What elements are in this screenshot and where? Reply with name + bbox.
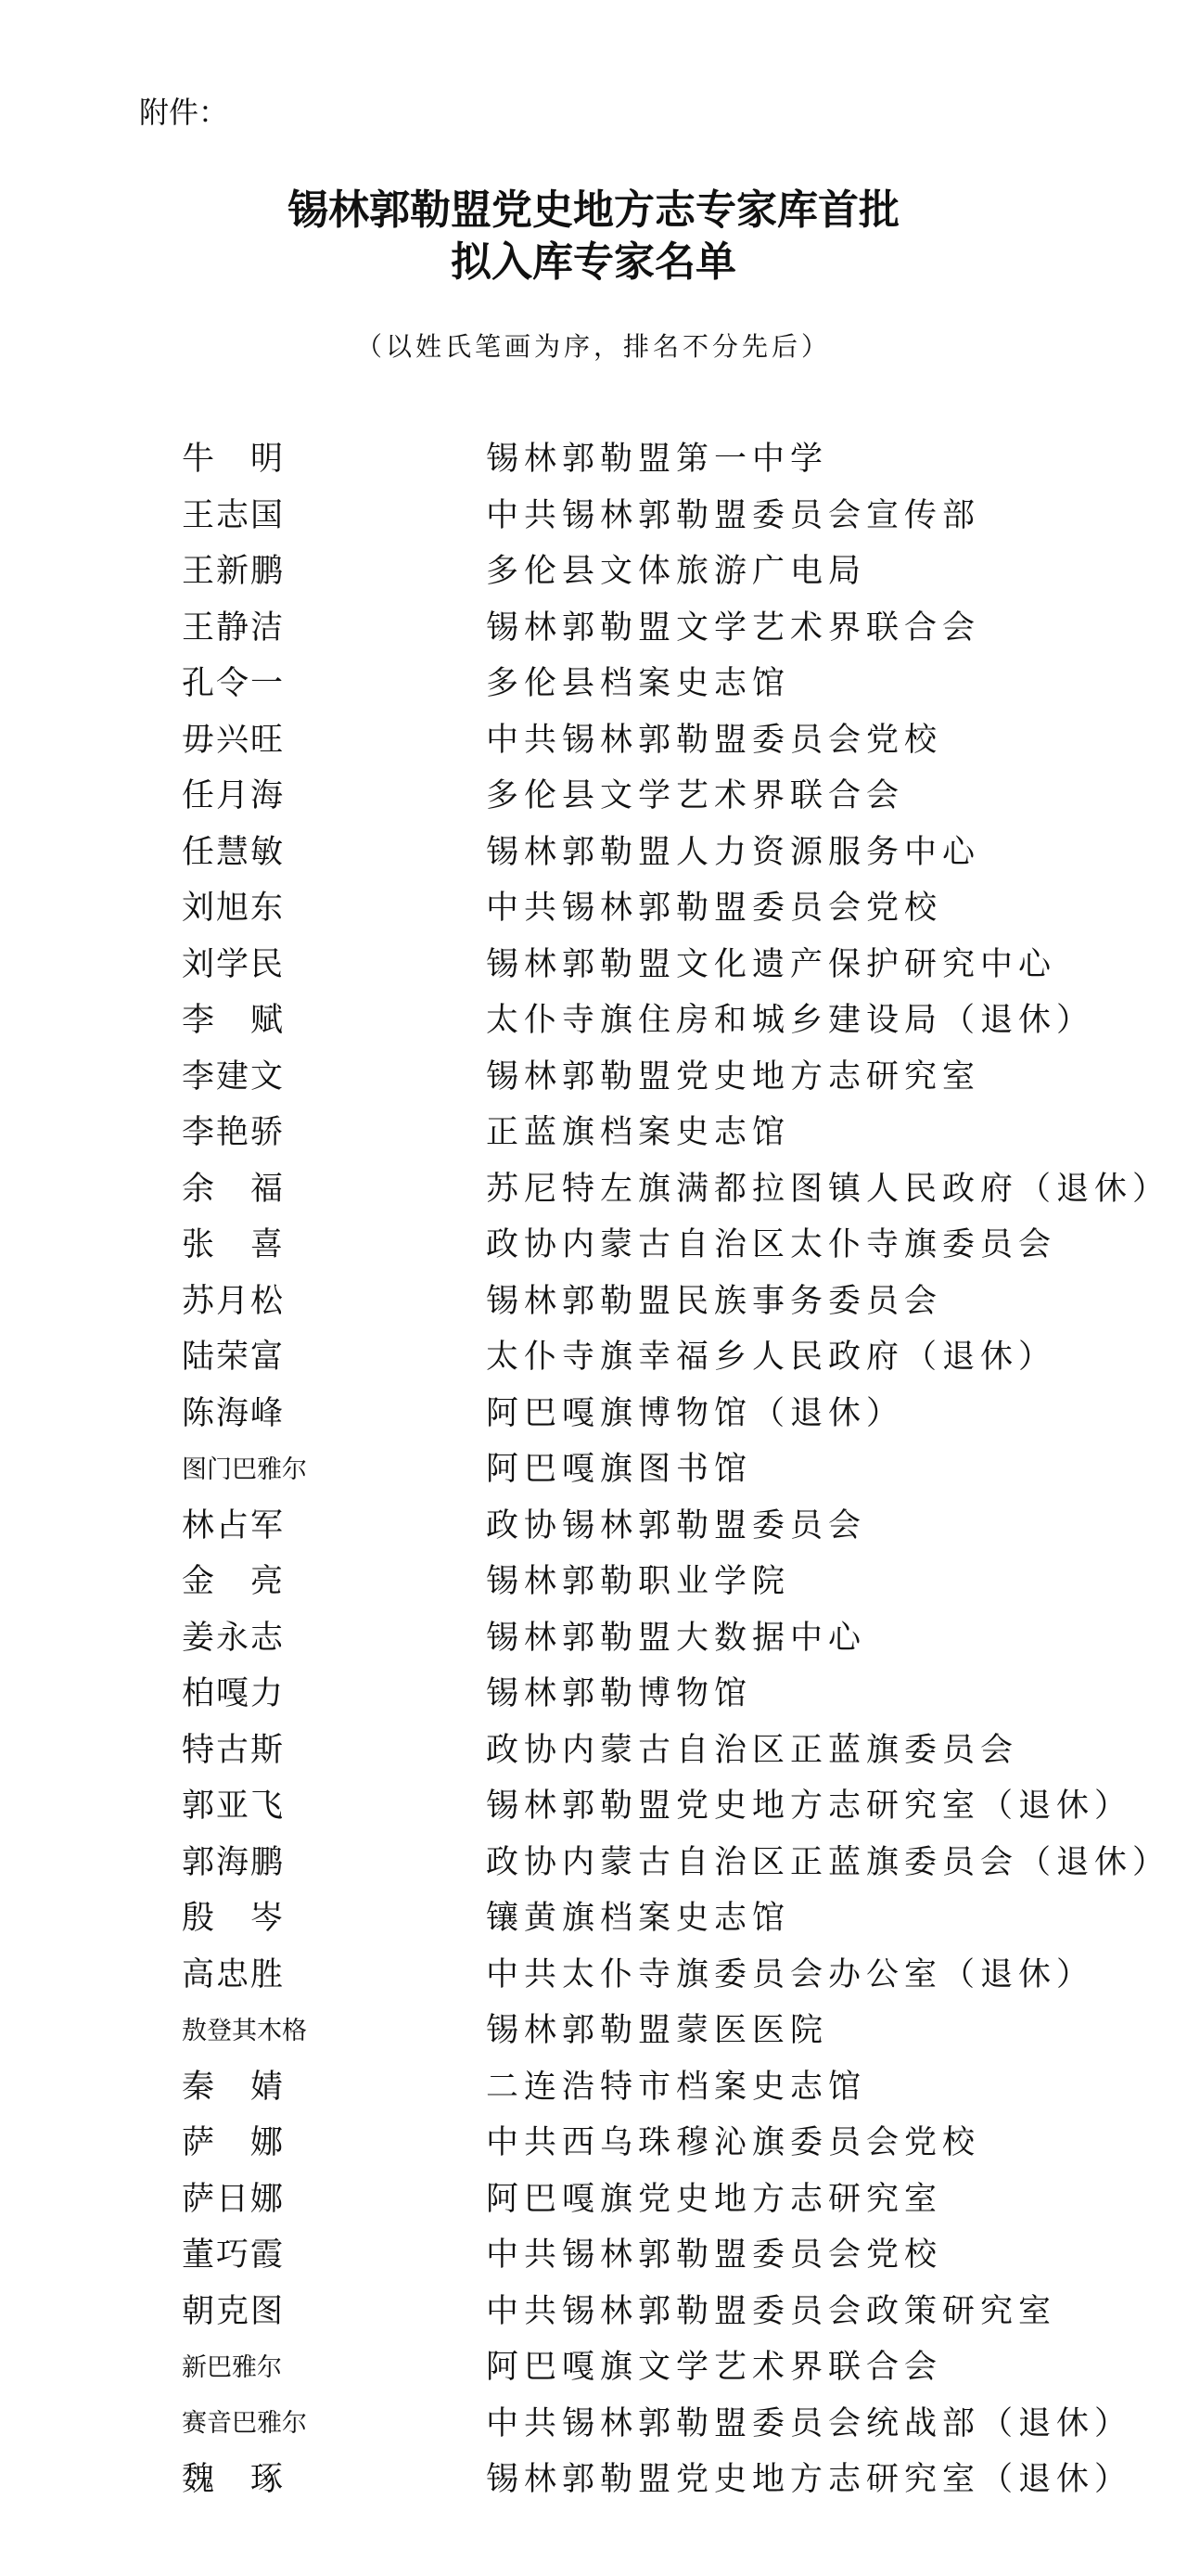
expert-row (182, 2281, 1170, 2338)
expert-name: 赛音巴雅尔 (182, 2409, 307, 2439)
expert-name: 姜永志 (182, 1619, 286, 1657)
expert-row (182, 878, 1170, 934)
expert-row (182, 822, 1170, 878)
expert-name: 刘旭东 (182, 890, 286, 928)
expert-name: 魏 琢 (182, 2461, 286, 2499)
expert-row (182, 1888, 1170, 1944)
expert-organization: 正蓝旗档案史志馆 (486, 1114, 791, 1152)
expert-row (182, 2000, 1170, 2057)
expert-row (182, 2224, 1170, 2281)
expert-row (182, 597, 1170, 654)
expert-row (182, 541, 1170, 597)
expert-row (182, 1775, 1170, 1832)
expert-row (182, 1720, 1170, 1776)
expert-organization: 锡林郭勒盟党史地方志研究室 (486, 1057, 981, 1096)
expert-organization: 政协内蒙古自治区太仆寺旗委员会 (486, 1226, 1057, 1264)
expert-organization: 锡林郭勒盟党史地方志研究室（退休） (486, 1788, 1133, 1826)
expert-name: 郭亚飞 (182, 1788, 286, 1826)
expert-organization: 中共锡林郭勒盟委员会党校 (486, 890, 943, 928)
expert-row (182, 1102, 1170, 1159)
attachment-label: 附件： (139, 95, 229, 130)
expert-row (182, 1832, 1170, 1889)
expert-name: 李 赋 (182, 1002, 286, 1040)
expert-row (182, 653, 1170, 710)
expert-name: 任月海 (182, 777, 286, 815)
expert-organization: 阿巴嘎旗图书馆 (486, 1451, 753, 1489)
expert-organization: 政协内蒙古自治区正蓝旗委员会 (486, 1731, 1019, 1769)
expert-name: 朝克图 (182, 2292, 286, 2330)
expert-organization: 镶黄旗档案史志馆 (486, 1900, 791, 1938)
expert-row (182, 2169, 1170, 2225)
expert-organization: 中共锡林郭勒盟委员会党校 (486, 721, 943, 759)
expert-name: 特古斯 (182, 1731, 286, 1769)
document-title-line2: 拟入库专家名单 (451, 238, 736, 286)
expert-organization: 中共锡林郭勒盟委员会统战部（退休） (486, 2404, 1133, 2442)
expert-organization: 中共西乌珠穆沁旗委员会党校 (486, 2124, 981, 2162)
expert-name: 敖登其木格 (182, 2016, 307, 2045)
expert-row (182, 2393, 1170, 2450)
expert-list (182, 429, 1170, 2506)
expert-organization: 锡林郭勒盟第一中学 (486, 441, 829, 479)
expert-name: 陆荣富 (182, 1339, 286, 1377)
expert-organization: 多伦县文学艺术界联合会 (486, 777, 905, 815)
expert-name: 萨日娜 (182, 2180, 286, 2218)
expert-organization: 锡林郭勒盟文化遗产保护研究中心 (486, 945, 1057, 983)
expert-row (182, 1326, 1170, 1383)
expert-row (182, 1271, 1170, 1327)
expert-name: 王新鹏 (182, 553, 286, 591)
expert-organization: 政协锡林郭勒盟委员会 (486, 1506, 867, 1544)
expert-organization: 锡林郭勒盟文学艺术界联合会 (486, 609, 981, 647)
expert-row (182, 1551, 1170, 1608)
expert-name: 萨 娜 (182, 2124, 286, 2162)
expert-name: 秦 婧 (182, 2068, 286, 2106)
expert-organization: 锡林郭勒盟党史地方志研究室（退休） (486, 2461, 1133, 2499)
expert-organization: 太仆寺旗幸福乡人民政府（退休） (486, 1339, 1057, 1377)
expert-name: 余 福 (182, 1170, 286, 1208)
expert-organization: 中共锡林郭勒盟委员会政策研究室 (486, 2292, 1057, 2330)
expert-name: 陈海峰 (182, 1394, 286, 1432)
expert-name: 刘学民 (182, 945, 286, 983)
expert-organization: 太仆寺旗住房和城乡建设局（退休） (486, 1002, 1095, 1040)
expert-organization: 中共太仆寺旗委员会办公室（退休） (486, 1955, 1095, 1993)
expert-name: 董巧霞 (182, 2236, 286, 2275)
expert-name: 张 喜 (182, 1226, 286, 1264)
expert-organization: 多伦县文体旅游广电局 (486, 553, 867, 591)
expert-row (182, 1495, 1170, 1552)
expert-name: 郭海鹏 (182, 1843, 286, 1881)
expert-organization: 政协内蒙古自治区正蓝旗委员会（退休） (486, 1843, 1171, 1881)
expert-name: 金 亮 (182, 1563, 286, 1601)
expert-name: 李建文 (182, 1057, 286, 1096)
expert-organization: 锡林郭勒盟民族事务委员会 (486, 1282, 943, 1320)
expert-row (182, 765, 1170, 822)
expert-organization: 二连浩特市档案史志馆 (486, 2068, 867, 2106)
expert-row (182, 934, 1170, 991)
expert-name: 殷 岑 (182, 1900, 286, 1938)
expert-row (182, 2337, 1170, 2393)
expert-row (182, 2449, 1170, 2506)
expert-row (182, 1214, 1170, 1271)
expert-name: 林占军 (182, 1506, 286, 1544)
expert-name: 任慧敏 (182, 833, 286, 871)
expert-row (182, 2112, 1170, 2169)
expert-row (182, 1383, 1170, 1440)
expert-row (182, 1159, 1170, 1215)
expert-organization: 中共锡林郭勒盟委员会党校 (486, 2236, 943, 2275)
expert-name: 王志国 (182, 496, 286, 534)
expert-name: 高忠胜 (182, 1955, 286, 1993)
document-title-line1: 锡林郭勒盟党史地方志专家库首批 (287, 186, 900, 234)
expert-name: 图门巴雅尔 (182, 1455, 307, 1484)
expert-name: 新巴雅尔 (182, 2352, 282, 2382)
expert-row (182, 1944, 1170, 2001)
expert-row (182, 1046, 1170, 1103)
expert-organization: 阿巴嘎旗博物馆（退休） (486, 1394, 905, 1432)
expert-name: 王静洁 (182, 609, 286, 647)
expert-row (182, 1663, 1170, 1720)
expert-organization: 锡林郭勒盟人力资源服务中心 (486, 833, 981, 871)
expert-organization: 中共锡林郭勒盟委员会宣传部 (486, 496, 981, 534)
expert-name: 苏月松 (182, 1282, 286, 1320)
expert-name: 柏嘎力 (182, 1675, 286, 1713)
expert-organization: 锡林郭勒职业学院 (486, 1563, 791, 1601)
expert-row (182, 2057, 1170, 2113)
expert-organization: 锡林郭勒博物馆 (486, 1675, 753, 1713)
expert-row (182, 710, 1170, 766)
expert-organization: 多伦县档案史志馆 (486, 665, 791, 703)
expert-organization: 锡林郭勒盟大数据中心 (486, 1619, 867, 1657)
expert-organization: 阿巴嘎旗文学艺术界联合会 (486, 2349, 943, 2387)
expert-row (182, 1608, 1170, 1664)
document-subtitle: （以姓氏笔画为序，排名不分先后） (355, 331, 831, 362)
expert-organization: 锡林郭勒盟蒙医医院 (486, 2012, 829, 2050)
expert-row (182, 485, 1170, 542)
expert-name: 孔令一 (182, 665, 286, 703)
expert-organization: 阿巴嘎旗党史地方志研究室 (486, 2180, 943, 2218)
expert-row (182, 990, 1170, 1046)
expert-name: 毋兴旺 (182, 721, 286, 759)
expert-name: 李艳骄 (182, 1114, 286, 1152)
expert-organization: 苏尼特左旗满都拉图镇人民政府（退休） (486, 1170, 1171, 1208)
expert-row (182, 429, 1170, 485)
expert-name: 牛 明 (182, 441, 286, 479)
expert-row (182, 1439, 1170, 1495)
